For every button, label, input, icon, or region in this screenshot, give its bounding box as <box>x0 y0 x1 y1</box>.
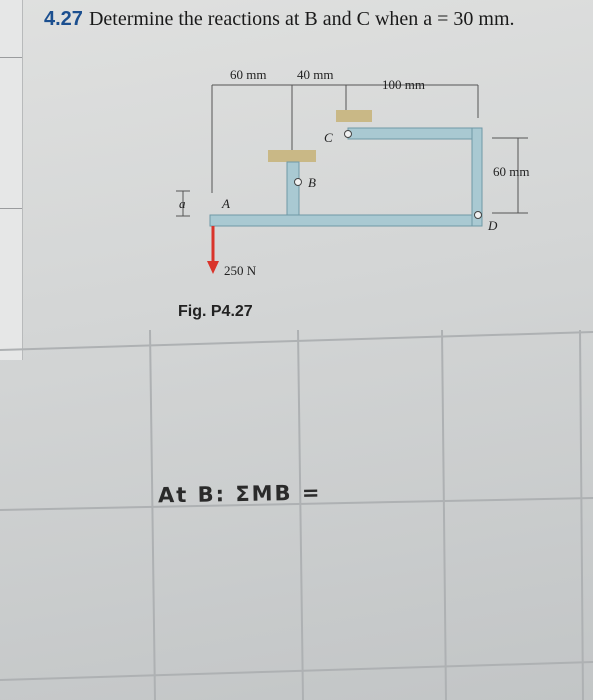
notebook-grid <box>0 330 593 700</box>
figure-caption: Fig. P4.27 <box>178 303 253 320</box>
pin-d <box>475 212 482 219</box>
point-c-label: C <box>324 130 333 145</box>
mechanics-figure <box>160 58 560 308</box>
handwritten-note: At B: ΣMB = <box>157 480 322 508</box>
pin-c <box>345 131 352 138</box>
dim-60-vertical-label: 60 mm <box>493 164 530 179</box>
problem-statement <box>44 8 584 31</box>
frame-member <box>210 128 482 226</box>
problem-number: 4.27 <box>44 8 83 30</box>
dim-a-label: a <box>179 196 186 211</box>
dim-100-label: 100 mm <box>382 77 425 92</box>
dim-60-label: 60 mm <box>230 67 267 82</box>
load-arrow-head <box>207 261 219 274</box>
grid-lines <box>0 330 593 700</box>
point-d-label: D <box>488 218 498 233</box>
margin-rule <box>0 208 22 209</box>
margin-rule <box>0 57 22 58</box>
problem-text: Determine the reactions at B and C when a = 30 mm. <box>88 8 515 30</box>
support-block-b <box>268 150 316 162</box>
point-b-label: B <box>308 175 316 190</box>
page-margin-strip <box>0 0 23 360</box>
point-a-label: A <box>222 196 230 211</box>
support-block-c <box>336 110 372 122</box>
dim-40-label: 40 mm <box>297 67 334 82</box>
pin-b <box>295 179 302 186</box>
load-label: 250 N <box>224 263 257 278</box>
